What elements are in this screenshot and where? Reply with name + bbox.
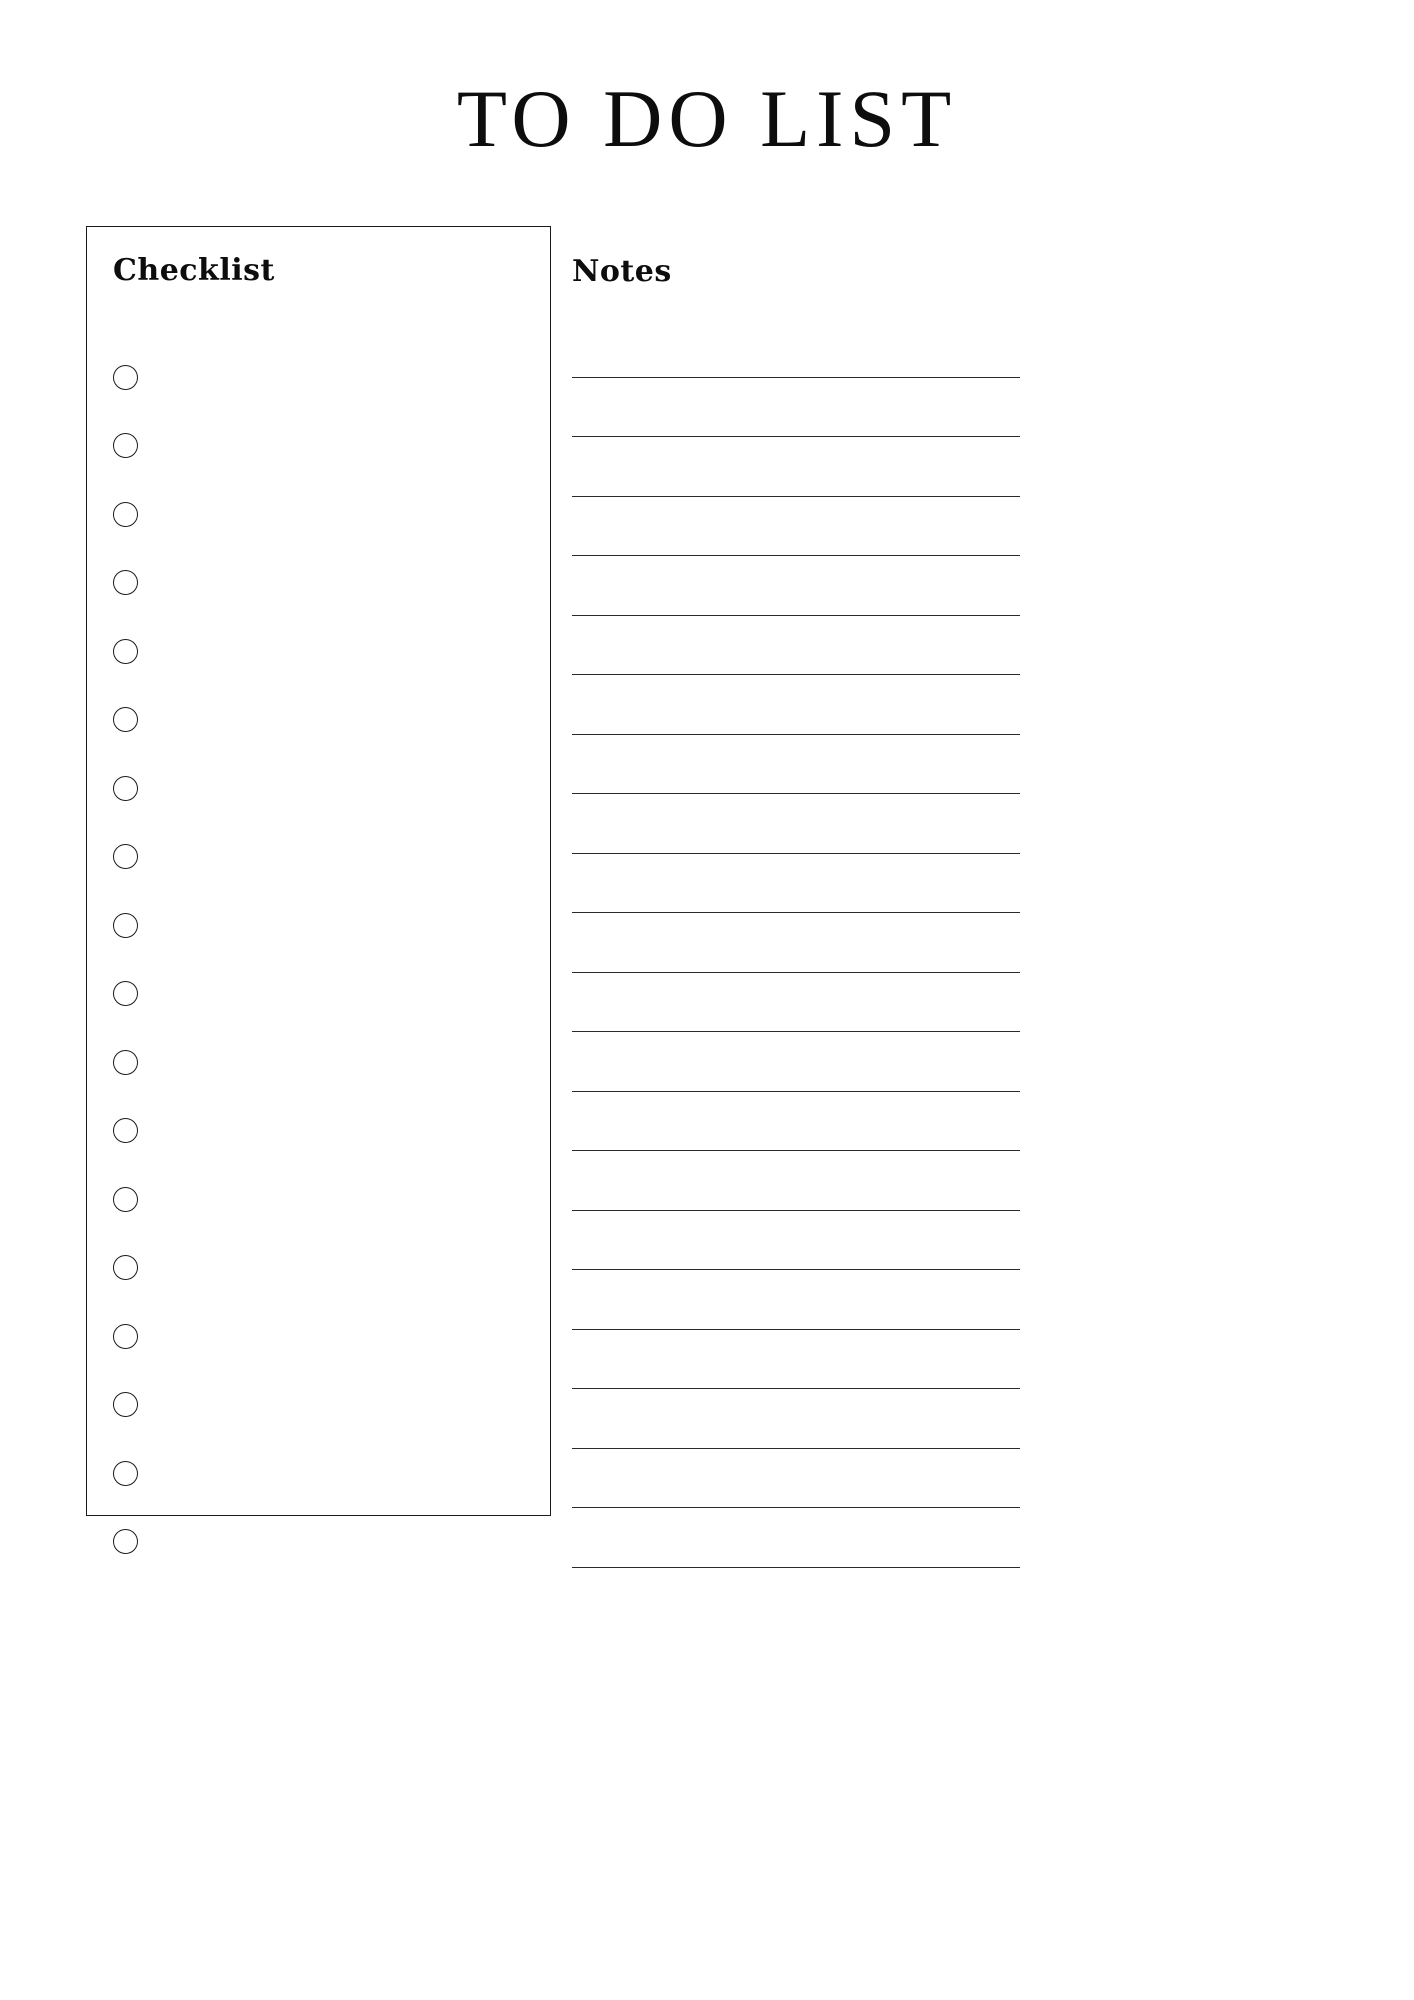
note-line[interactable] [572, 675, 1020, 735]
list-item[interactable] [87, 891, 550, 960]
note-line[interactable] [572, 1151, 1020, 1211]
list-item[interactable] [87, 412, 550, 481]
note-line[interactable] [572, 1389, 1020, 1449]
note-line[interactable] [572, 913, 1020, 973]
page-title: TO DO LIST [456, 73, 958, 164]
list-item[interactable] [87, 1028, 550, 1097]
list-item[interactable] [87, 549, 550, 618]
checkbox-circle-icon[interactable] [113, 502, 138, 527]
checkbox-circle-icon[interactable] [113, 365, 138, 390]
checkbox-circle-icon[interactable] [113, 1187, 138, 1212]
note-line[interactable] [572, 1032, 1020, 1092]
note-line[interactable] [572, 1211, 1020, 1271]
checkbox-circle-icon[interactable] [113, 1392, 138, 1417]
checkbox-circle-icon[interactable] [113, 433, 138, 458]
checklist-items [87, 343, 550, 1576]
list-item[interactable] [87, 1439, 550, 1508]
checkbox-circle-icon[interactable] [113, 570, 138, 595]
note-line[interactable] [572, 318, 1020, 378]
note-line[interactable] [572, 1270, 1020, 1330]
checkbox-circle-icon[interactable] [113, 981, 138, 1006]
note-line[interactable] [572, 1092, 1020, 1152]
note-line[interactable] [572, 616, 1020, 676]
note-line[interactable] [572, 1508, 1020, 1568]
notes-panel [572, 226, 1020, 1516]
list-item[interactable] [87, 754, 550, 823]
checkbox-circle-icon[interactable] [113, 844, 138, 869]
note-line[interactable] [572, 497, 1020, 557]
checkbox-circle-icon[interactable] [113, 1529, 138, 1554]
note-line[interactable] [572, 437, 1020, 497]
list-item[interactable] [87, 1302, 550, 1371]
note-line[interactable] [572, 735, 1020, 795]
list-item[interactable] [87, 1097, 550, 1166]
notes-lines [572, 318, 1020, 1568]
checkbox-circle-icon[interactable] [113, 1050, 138, 1075]
list-item[interactable] [87, 1165, 550, 1234]
checkbox-circle-icon[interactable] [113, 913, 138, 938]
checkbox-circle-icon[interactable] [113, 639, 138, 664]
list-item[interactable] [87, 960, 550, 1029]
checkbox-circle-icon[interactable] [113, 1461, 138, 1486]
list-item[interactable] [87, 823, 550, 892]
note-line[interactable] [572, 1449, 1020, 1509]
list-item[interactable] [87, 617, 550, 686]
notes-heading: Notes [572, 254, 672, 289]
checkbox-circle-icon[interactable] [113, 1324, 138, 1349]
checkbox-circle-icon[interactable] [113, 707, 138, 732]
checklist-panel [86, 226, 551, 1516]
list-item[interactable] [87, 1371, 550, 1440]
note-line[interactable] [572, 794, 1020, 854]
checkbox-circle-icon[interactable] [113, 1255, 138, 1280]
note-line[interactable] [572, 1330, 1020, 1390]
list-item[interactable] [87, 480, 550, 549]
list-item[interactable] [87, 686, 550, 755]
list-item[interactable] [87, 1508, 550, 1577]
checklist-heading: Checklist [113, 253, 275, 288]
checkbox-circle-icon[interactable] [113, 776, 138, 801]
list-item[interactable] [87, 343, 550, 412]
note-line[interactable] [572, 378, 1020, 438]
list-item[interactable] [87, 1234, 550, 1303]
note-line[interactable] [572, 854, 1020, 914]
checkbox-circle-icon[interactable] [113, 1118, 138, 1143]
note-line[interactable] [572, 973, 1020, 1033]
note-line[interactable] [572, 556, 1020, 616]
